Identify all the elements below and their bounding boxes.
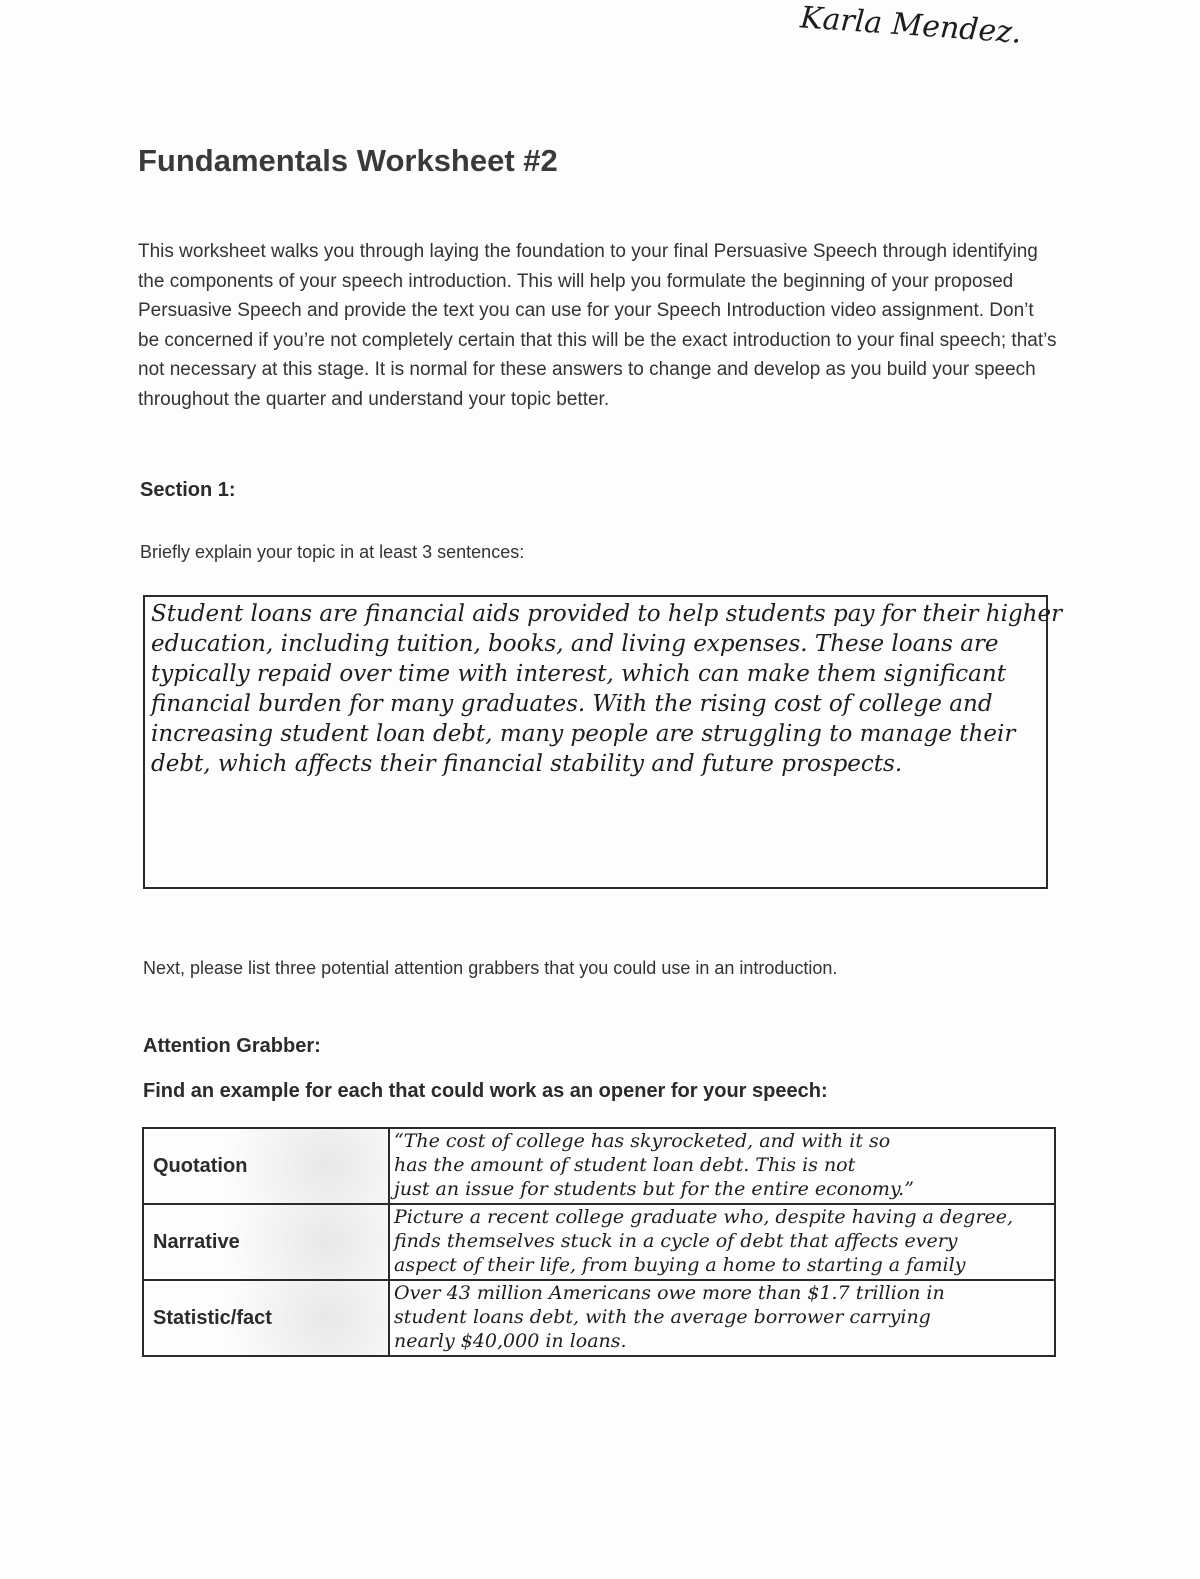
answer-line: finds themselves stuck in a cycle of debt that affects every (394, 1230, 958, 1252)
answer-line: “The cost of college has skyrocketed, and with it so (394, 1130, 891, 1152)
answer-line: student loans debt, with the average borrower carrying (394, 1306, 931, 1328)
statistic-answer-cell[interactable] (389, 1280, 1055, 1356)
intro-paragraph: This worksheet walks you through laying the foundation to your final Persuasive Speech through identifying the components of your speech introduction. This will help you formulate the beginning of your proposed Persuasive Speech and provide the text you can use for your Speech Introduction video assignment. Don’t be concerned if you’re not completely certain that this will be the exact introduction to your final speech; that’s not necessary at this stage. It is normal for these answers to change and develop as you build your speech throughout the quarter and understand your topic better. (138, 241, 1057, 410)
table-row (143, 1204, 1055, 1280)
answer-line: Picture a recent college graduate who, despite having a degree, (394, 1206, 1014, 1228)
narrative-answer-cell[interactable] (389, 1204, 1055, 1280)
attention-grabbers-prompt: Next, please list three potential attention grabbers that you could use in an introduction. (143, 958, 838, 978)
example-heading: Find an example for each that could work as an opener for your speech: (143, 1080, 828, 1102)
row-label-quotation: Quotation (143, 1128, 389, 1204)
section-1-heading: Section 1: (140, 479, 236, 501)
answer-line: has the amount of student loan debt. This is not (394, 1154, 856, 1176)
topic-answer-text: Student loans are financial aids provided to help students pay for their higher education, including tuition, books, and living expenses. These loans are typically repaid over time with interest, which can make them significant financial burden for many graduates. With the rising cost of college and increasing student loan debt, many people are struggling to manage their debt, which affects their financial stability and future prospects. (151, 601, 1063, 777)
answer-line: just an issue for students but for the entire economy.” (394, 1178, 914, 1200)
row-label-narrative: Narrative (143, 1204, 389, 1280)
answer-line: Over 43 million Americans owe more than $1.7 trillion in (394, 1282, 945, 1304)
table-row (143, 1280, 1055, 1356)
answer-line: aspect of their life, from buying a home to starting a family (394, 1254, 966, 1276)
answer-line: nearly $40,000 in loans. (394, 1330, 627, 1352)
topic-prompt: Briefly explain your topic in at least 3 sentences: (140, 542, 525, 562)
quotation-answer-cell[interactable] (389, 1128, 1055, 1204)
attention-grabber-heading: Attention Grabber: (143, 1035, 321, 1057)
attention-grabber-table (142, 1127, 1056, 1357)
student-signature: Karla Mendez. (799, 0, 1023, 51)
worksheet-title: Fundamentals Worksheet #2 (138, 143, 558, 178)
row-label-statistic: Statistic/fact (143, 1280, 389, 1356)
topic-answer-box[interactable] (143, 595, 1063, 889)
table-row (143, 1128, 1055, 1204)
